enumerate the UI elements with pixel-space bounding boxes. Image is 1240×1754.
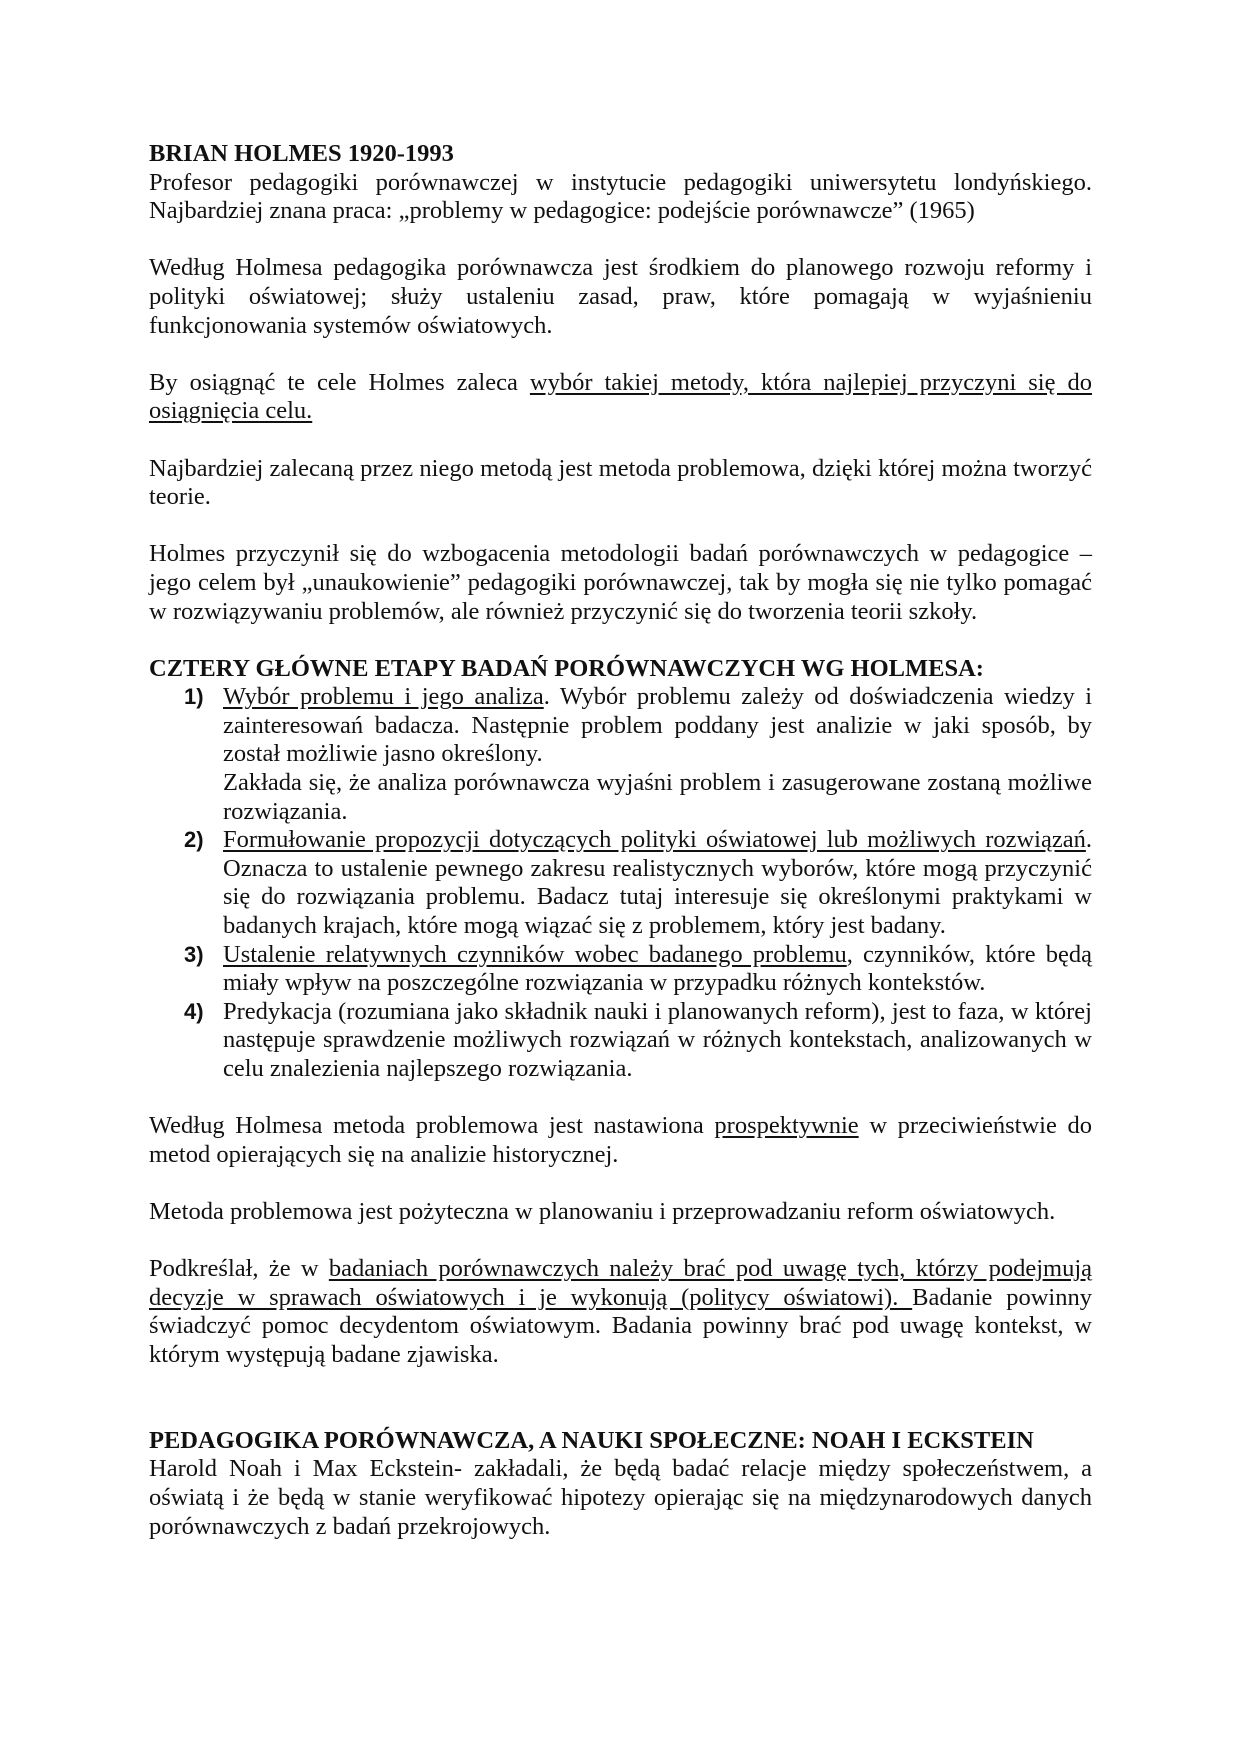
underlined-text: badaniach porównawczych należy brać pod uwagę tych, którzy podejmują decyzje w sprawach oświatowych i je wykonują (politycy oświatowi). [149,1255,1092,1311]
paragraph [149,169,1092,226]
after-section [149,1112,1092,1369]
text-run: By osiągnąć te cele Holmes zaleca [149,368,530,396]
underlined-text: Wybór problemu i jego analiza [223,683,544,711]
text-run: . Wybór problemu zależy od doświadczenia wiedzy i zainteresowań badacza. Następnie problem poddany jest analizie w jaki sposób, by został możliwie jasno określony. [223,683,1093,768]
stage-item [149,826,1092,940]
section2-paragraph: Harold Noah i Max Eckstein- zakładali, że będą badać relacje między społeczeństwem, a oświatą i że będą w stanie weryfikować hipotezy opierając się na międzynarodowych danych porównawczych z badań przekrojowych. [149,1455,1092,1540]
stage-number: 3) [184,941,204,967]
underlined-text: wybór takiej metody, która najlepiej przyczyni się do osiągnięcia celu. [149,368,1092,425]
text-run: Predykacja (rozumiana jako składnik nauki i planowanych reform), jest to faza, w której następuje sprawdzenie możliwych rozwiązań w różnych kontekstach, analizowanych w celu znalezienia najlepszego rozwiązania. [223,997,1092,1082]
text-run: , czynników, które będą miały wpływ na poszczególne rozwiązania w przypadku różnych kontekstów. [223,940,1092,997]
stage-number: 1) [184,684,204,710]
stage-item [149,998,1092,1084]
text-run: Metoda problemowa jest pożyteczna w planowaniu i przeprowadzaniu reform oświatowych. [149,1197,1056,1225]
paragraph [149,254,1092,340]
text-run: Najbardziej zalecaną przez niego metodą jest metoda problemowa, dzięki której można tworzyć teorie. [149,454,1092,511]
stage-paragraph [223,769,1092,826]
paragraph [149,540,1092,626]
text-run: w przeciwieństwie do metod opierających się na analizie historycznej. [149,1112,1093,1168]
paragraph [149,1198,1092,1227]
paragraph [149,1112,1092,1169]
section-title: BRIAN HOLMES 1920-1993 [149,140,454,167]
stage-paragraph [223,941,1092,998]
stage-number: 4) [184,998,204,1024]
text-run: Według Holmesa pedagogika porównawcza jest środkiem do planowego rozwoju reformy i polityki oświatowej; służy ustaleniu zasad, praw, które pomagają w wyjaśnieniu funkcjonowania systemów oświatowych. [149,254,1092,339]
text-run: . Oznacza to ustalenie pewnego zakresu realistycznych wyborów, które mogą przyczynić się do rozwiązania problemu. Badacz tutaj interesuje się określonymi praktykami w badanych krajach, które mogą wiązać się z problemem, który jest badany. [223,826,1092,940]
text-run: Profesor pedagogiki porównawczej w instytucie pedagogiki uniwersytetu londyńskiego. Najbardziej znana praca: „problemy w pedagogice: podejście porównawcze” (1965) [149,168,1092,225]
text-run: Badanie powinny świadczyć pomoc decydentom oświatowym. Badania powinny brać pod uwagę kontekst, w którym występują badane zjawiska. [149,1283,1092,1368]
paragraph [149,1255,1092,1369]
stage-paragraph [223,998,1092,1084]
stage-paragraph [223,826,1092,940]
stage-item [149,941,1092,998]
text-run: Zakłada się, że analiza porównawcza wyjaśni problem i zasugerowane zostaną możliwe rozwiązania. [223,769,1092,825]
text-run: Według Holmesa metoda problemowa jest nastawiona [149,1112,715,1140]
stages-list [149,683,1092,1083]
stage-item [149,683,1092,826]
document-page [149,140,1092,1541]
paragraph [149,455,1092,512]
stage-paragraph [223,683,1092,769]
stage-number: 2) [184,827,204,853]
underlined-text: prospektywnie [714,1112,859,1140]
text-run: Podkreślał, że w [149,1255,329,1283]
paragraph [149,369,1092,426]
section2-heading: PEDAGOGIKA PORÓWNAWCZA, A NAUKI SPOŁECZNE: NOAH I ECKSTEIN [149,1426,1034,1454]
underlined-text: Formułowanie propozycji dotyczących polityki oświatowej lub możliwych rozwiązań [223,826,1086,854]
underlined-text: Ustalenie relatywnych czynników wobec badanego problemu [223,940,847,968]
text-run: Holmes przyczynił się do wzbogacenia metodologii badań porównawczych w pedagogice – jego celem był „unaukowienie” pedagogiki porównawczej, tak by mogła się nie tylko pomagać w rozwiązywaniu problemów, ale również przyczynić się do tworzenia teorii szkoły. [149,540,1092,625]
stages-heading: CZTERY GŁÓWNE ETAPY BADAŃ PORÓWNAWCZYCH WG HOLMESA: [149,654,984,682]
intro-section [149,169,1092,627]
